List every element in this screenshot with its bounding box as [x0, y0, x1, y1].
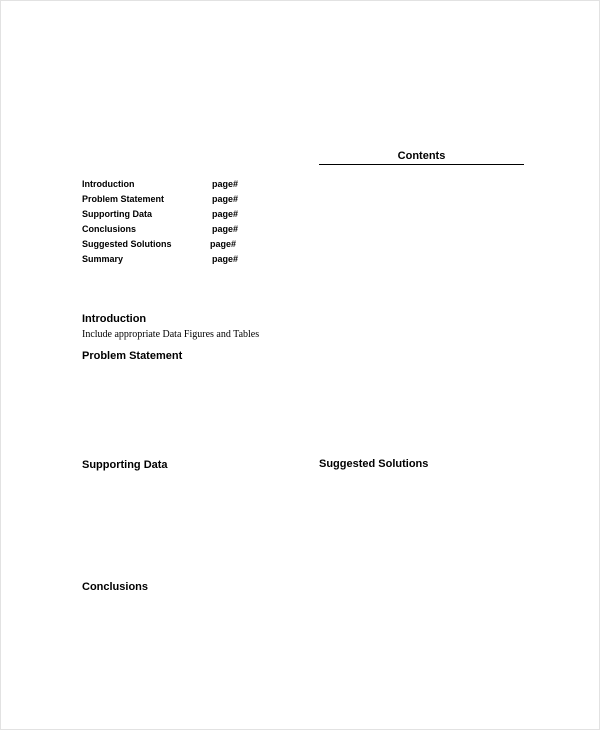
supporting-data-heading: Supporting Data: [82, 459, 168, 471]
toc-entry-suggested-solutions: [82, 238, 282, 253]
problem-statement-heading: Problem Statement: [82, 350, 183, 362]
introduction-heading: Introduction: [82, 313, 147, 325]
toc-entry-title: Summary: [82, 254, 124, 264]
table-of-contents: [82, 178, 282, 268]
toc-entry-page: page#: [212, 179, 239, 189]
toc-entry-supporting-data: [82, 208, 282, 223]
contents-heading: Contents: [397, 150, 446, 162]
toc-entry-introduction: [82, 178, 282, 193]
toc-entry-title: Problem Statement: [82, 194, 165, 204]
introduction-text: Include appropriate Data Figures and Tables: [82, 329, 260, 340]
suggested-solutions-heading: Suggested Solutions: [319, 458, 429, 470]
toc-entry-title: Suggested Solutions: [82, 239, 172, 249]
toc-entry-page: page#: [212, 224, 239, 234]
toc-entry-summary: [82, 253, 282, 268]
toc-entry-title: Introduction: [82, 179, 135, 189]
conclusions-heading: Conclusions: [82, 581, 149, 593]
toc-entry-page: page#: [210, 239, 237, 249]
toc-entry-page: page#: [212, 194, 239, 204]
contents-underline: [319, 164, 524, 165]
toc-entry-conclusions: [82, 223, 282, 238]
toc-entry-title: Conclusions: [82, 224, 137, 234]
toc-entry-problem-statement: [82, 193, 282, 208]
toc-entry-page: page#: [212, 254, 239, 264]
toc-entry-page: page#: [212, 209, 239, 219]
toc-entry-title: Supporting Data: [82, 209, 152, 219]
